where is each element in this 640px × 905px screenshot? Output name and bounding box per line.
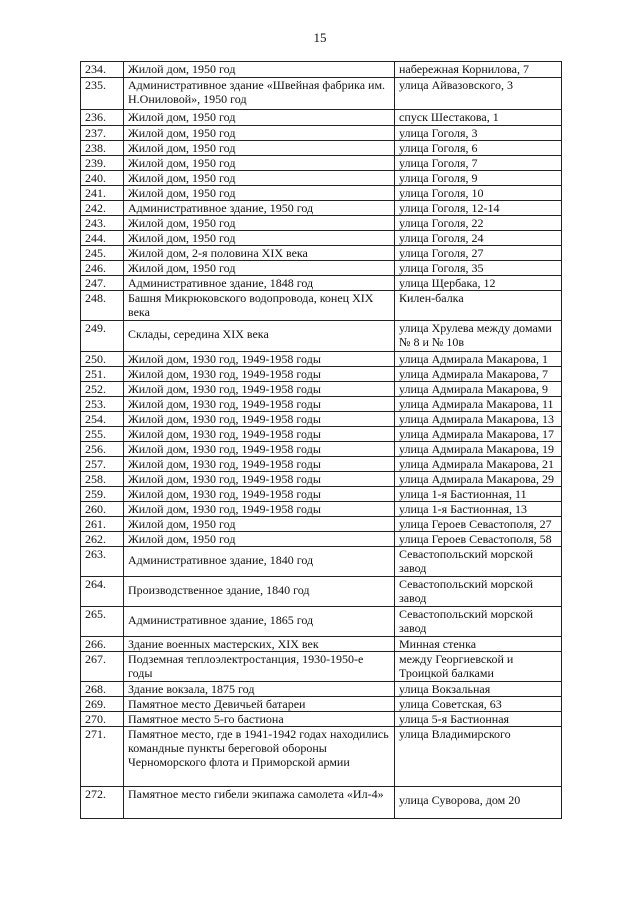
object-address (395, 727, 562, 787)
object-address (395, 201, 562, 216)
object-name-text: Жилой дом, 1930 год, 1949-1958 годы (128, 502, 321, 516)
row-number (81, 62, 124, 78)
object-name-text: Административное здание, 1865 год (128, 613, 314, 627)
row-number (81, 78, 124, 110)
row-number-text: 244. (85, 231, 106, 245)
table-row (81, 427, 562, 442)
object-name (124, 367, 395, 382)
object-address-text: улица Адмирала Макарова, 21 (399, 457, 554, 471)
table-row (81, 141, 562, 156)
row-number (81, 291, 124, 321)
object-address (395, 291, 562, 321)
table-row (81, 261, 562, 276)
row-number-text: 252. (85, 382, 106, 396)
row-number-text: 250. (85, 352, 106, 366)
row-number-text: 265. (85, 607, 106, 621)
object-address (395, 457, 562, 472)
object-address (395, 141, 562, 156)
row-number-text: 271. (85, 727, 106, 741)
object-address-text: улица Советская, 63 (399, 697, 502, 711)
object-address (395, 472, 562, 487)
object-address (395, 231, 562, 246)
object-address (395, 517, 562, 532)
object-name-text: Жилой дом, 1950 год (128, 126, 236, 140)
object-name-text: Производственное здание, 1840 год (128, 583, 310, 597)
table-row (81, 110, 562, 126)
row-number-text: 235. (85, 78, 106, 92)
object-address (395, 697, 562, 712)
row-number (81, 156, 124, 171)
object-address (395, 110, 562, 126)
object-name-text: Памятное место 5-го бастиона (128, 712, 284, 726)
object-name (124, 261, 395, 276)
row-number-text: 247. (85, 276, 106, 290)
row-number (81, 412, 124, 427)
row-number (81, 532, 124, 547)
row-number-text: 254. (85, 412, 106, 426)
row-number (81, 201, 124, 216)
row-number (81, 607, 124, 637)
row-number (81, 577, 124, 607)
object-name (124, 547, 395, 577)
row-number-text: 237. (85, 126, 106, 140)
object-address (395, 171, 562, 186)
object-address-text: Севастопольский морской завод (399, 577, 534, 605)
table-row (81, 62, 562, 78)
object-name-text: Жилой дом, 1950 год (128, 231, 236, 245)
row-number (81, 367, 124, 382)
object-address-text: улица Владимирского (399, 727, 511, 741)
object-address-text: улица Гоголя, 35 (399, 261, 484, 275)
object-name (124, 517, 395, 532)
object-name (124, 126, 395, 141)
object-name-text: Подземная теплоэлектростанция, 1930-1950-е годы (128, 652, 364, 680)
object-address (395, 427, 562, 442)
object-name (124, 787, 395, 819)
object-address (395, 78, 562, 110)
object-address-text: Севастопольский морской завод (399, 607, 534, 635)
object-name (124, 291, 395, 321)
object-address (395, 126, 562, 141)
object-address-text: улица Адмирала Макарова, 19 (399, 442, 554, 456)
object-address-text: улица 1-я Бастионная, 11 (399, 487, 527, 501)
table-row (81, 502, 562, 517)
object-name-text: Жилой дом, 1950 год (128, 532, 236, 546)
row-number-text: 241. (85, 186, 106, 200)
object-address-text: улица Гоголя, 22 (399, 216, 484, 230)
object-address (395, 682, 562, 697)
object-name-text: Памятное место гибели экипажа самолета «Ил-4» (128, 787, 384, 801)
row-number (81, 487, 124, 502)
row-number (81, 261, 124, 276)
object-address-text: Килен-балка (399, 291, 464, 305)
object-name (124, 532, 395, 547)
row-number-text: 253. (85, 397, 106, 411)
object-name-text: Жилой дом, 1930 год, 1949-1958 годы (128, 382, 321, 396)
object-name-text: Жилой дом, 1950 год (128, 110, 236, 124)
object-address (395, 502, 562, 517)
object-name-text: Памятное место Девичьей батареи (128, 697, 306, 711)
object-address (395, 652, 562, 682)
object-name (124, 62, 395, 78)
object-name (124, 397, 395, 412)
object-address (395, 352, 562, 367)
object-name-text: Жилой дом, 1950 год (128, 186, 236, 200)
object-name (124, 110, 395, 126)
object-name-text: Жилой дом, 1930 год, 1949-1958 годы (128, 367, 321, 381)
row-number-text: 255. (85, 427, 106, 441)
table-row (81, 517, 562, 532)
object-name-text: Здание вокзала, 1875 год (128, 682, 255, 696)
object-name (124, 637, 395, 652)
table-row (81, 547, 562, 577)
object-name (124, 171, 395, 186)
object-address-text: улица Щербака, 12 (399, 276, 496, 290)
row-number (81, 727, 124, 787)
object-address (395, 577, 562, 607)
object-name (124, 697, 395, 712)
row-number (81, 472, 124, 487)
table-row (81, 201, 562, 216)
object-address-text: набережная Корнилова, 7 (399, 62, 529, 76)
row-number-text: 260. (85, 502, 106, 516)
object-name-text: Жилой дом, 1950 год (128, 171, 236, 185)
object-address-text: улица Адмирала Макарова, 17 (399, 427, 554, 441)
row-number (81, 427, 124, 442)
object-name (124, 186, 395, 201)
table-row (81, 442, 562, 457)
table-row (81, 367, 562, 382)
row-number-text: 246. (85, 261, 106, 275)
object-name-text: Жилой дом, 1930 год, 1949-1958 годы (128, 352, 321, 366)
table-row (81, 577, 562, 607)
row-number (81, 517, 124, 532)
row-number-text: 270. (85, 712, 106, 726)
object-name-text: Здание военных мастерских, XIX век (128, 637, 319, 651)
object-name (124, 472, 395, 487)
table-row (81, 352, 562, 367)
object-address (395, 246, 562, 261)
object-name (124, 487, 395, 502)
object-address (395, 637, 562, 652)
object-address-text: улица Адмирала Макарова, 9 (399, 382, 548, 396)
object-name-text: Жилой дом, 1950 год (128, 62, 236, 76)
row-number-text: 259. (85, 487, 106, 501)
object-address-text: улица 5-я Бастионная (399, 712, 510, 726)
object-address-text: улица Айвазовского, 3 (399, 78, 513, 92)
row-number (81, 276, 124, 291)
table-row (81, 412, 562, 427)
object-name (124, 321, 395, 352)
object-name (124, 201, 395, 216)
object-name-text: Жилой дом, 1930 год, 1949-1958 годы (128, 412, 321, 426)
object-address-text: улица Гоголя, 3 (399, 126, 478, 140)
row-number-text: 249. (85, 321, 106, 335)
object-address-text: улица Хрулева между домами № 8 и № 10в (399, 321, 552, 349)
object-name-text: Склады, середина XIX века (128, 327, 269, 341)
object-name (124, 156, 395, 171)
object-address-text: улица Адмирала Макарова, 7 (399, 367, 548, 381)
object-name (124, 427, 395, 442)
row-number-text: 264. (85, 577, 106, 591)
table-row (81, 171, 562, 186)
object-name-text: Жилой дом, 1930 год, 1949-1958 годы (128, 397, 321, 411)
row-number-text: 272. (85, 787, 106, 801)
object-name-text: Жилой дом, 1950 год (128, 261, 236, 275)
object-name (124, 216, 395, 231)
row-number (81, 712, 124, 727)
object-address-text: улица Гоголя, 12-14 (399, 201, 500, 215)
row-number-text: 262. (85, 532, 106, 546)
object-name-text: Памятное место, где в 1941-1942 годах находились командные пункты береговой обороны Черноморского флота и Приморской армии (128, 727, 389, 769)
row-number-text: 256. (85, 442, 106, 456)
object-address-text: улица Героев Севастополя, 27 (399, 517, 552, 531)
row-number-text: 257. (85, 457, 106, 471)
table-row (81, 246, 562, 261)
object-name (124, 276, 395, 291)
table-row (81, 787, 562, 819)
object-name-text: Жилой дом, 2-я половина XIX века (128, 246, 308, 260)
object-address (395, 547, 562, 577)
heritage-registry-table (80, 61, 562, 819)
row-number-text: 251. (85, 367, 106, 381)
row-number-text: 236. (85, 110, 106, 124)
object-address (395, 412, 562, 427)
row-number (81, 246, 124, 261)
table-row (81, 78, 562, 110)
row-number (81, 397, 124, 412)
row-number (81, 352, 124, 367)
object-address (395, 382, 562, 397)
row-number-text: 239. (85, 156, 106, 170)
object-address-text: улица Адмирала Макарова, 13 (399, 412, 554, 426)
object-address-text: улица Адмирала Макарова, 11 (399, 397, 554, 411)
table-row (81, 321, 562, 352)
object-name-text: Жилой дом, 1930 год, 1949-1958 годы (128, 442, 321, 456)
object-address-text: Севастопольский морской завод (399, 547, 534, 575)
table-row (81, 231, 562, 246)
object-name-text: Жилой дом, 1950 год (128, 156, 236, 170)
row-number (81, 682, 124, 697)
row-number (81, 186, 124, 201)
row-number-text: 258. (85, 472, 106, 486)
object-name-text: Жилой дом, 1950 год (128, 141, 236, 155)
object-address-text: улица Адмирала Макарова, 1 (399, 352, 548, 366)
object-address (395, 276, 562, 291)
row-number-text: 242. (85, 201, 106, 215)
object-address (395, 787, 562, 819)
row-number-text: 263. (85, 547, 106, 561)
object-name (124, 412, 395, 427)
object-name-text: Жилой дом, 1930 год, 1949-1958 годы (128, 457, 321, 471)
object-address-text: улица Гоголя, 7 (399, 156, 478, 170)
row-number (81, 216, 124, 231)
object-name (124, 141, 395, 156)
object-name-text: Жилой дом, 1930 год, 1949-1958 годы (128, 427, 321, 441)
object-name (124, 78, 395, 110)
object-name-text: Административное здание, 1848 год (128, 276, 314, 290)
table-row (81, 607, 562, 637)
object-address-text: улица Вокзальная (399, 682, 491, 696)
object-address-text: улица Гоголя, 9 (399, 171, 478, 185)
table-row (81, 457, 562, 472)
object-name-text: Административное здание, 1840 год (128, 553, 314, 567)
object-address-text: улица Героев Севастополя, 58 (399, 532, 552, 546)
object-name-text: Жилой дом, 1950 год (128, 517, 236, 531)
object-address-text: улица Суворова, дом 20 (399, 793, 521, 807)
table-row (81, 291, 562, 321)
row-number (81, 141, 124, 156)
row-number-text: 243. (85, 216, 106, 230)
object-address (395, 186, 562, 201)
table-row (81, 276, 562, 291)
object-address-text: улица 1-я Бастионная, 13 (399, 502, 528, 516)
object-name (124, 652, 395, 682)
row-number (81, 502, 124, 517)
row-number-text: 267. (85, 652, 106, 666)
object-name-text: Административное здание «Швейная фабрика им. Н.Ониловой», 1950 год (128, 78, 386, 106)
object-address (395, 532, 562, 547)
object-name-text: Жилой дом, 1950 год (128, 216, 236, 230)
table-row (81, 156, 562, 171)
row-number (81, 787, 124, 819)
object-address (395, 397, 562, 412)
table-row (81, 126, 562, 141)
row-number-text: 238. (85, 141, 106, 155)
row-number (81, 126, 124, 141)
row-number-text: 261. (85, 517, 106, 531)
object-name (124, 442, 395, 457)
row-number-text: 266. (85, 637, 106, 651)
row-number-text: 234. (85, 62, 106, 76)
row-number (81, 652, 124, 682)
table-row (81, 727, 562, 787)
table-row (81, 637, 562, 652)
object-name (124, 457, 395, 472)
object-address-text: улица Гоголя, 10 (399, 186, 484, 200)
object-name (124, 231, 395, 246)
object-address (395, 62, 562, 78)
object-address (395, 156, 562, 171)
table-row (81, 382, 562, 397)
object-address-text: между Георгиевской и Троицкой балками (399, 652, 514, 680)
object-address-text: улица Гоголя, 27 (399, 246, 484, 260)
object-address-text: улица Адмирала Макарова, 29 (399, 472, 554, 486)
object-address (395, 321, 562, 352)
row-number (81, 697, 124, 712)
row-number (81, 110, 124, 126)
row-number-text: 245. (85, 246, 106, 260)
object-address (395, 712, 562, 727)
object-name (124, 712, 395, 727)
table-row (81, 532, 562, 547)
table-row (81, 216, 562, 231)
row-number (81, 171, 124, 186)
object-name (124, 352, 395, 367)
object-address-text: улица Гоголя, 6 (399, 141, 478, 155)
row-number-text: 240. (85, 171, 106, 185)
table-row (81, 397, 562, 412)
object-address (395, 216, 562, 231)
object-name (124, 577, 395, 607)
object-name-text: Административное здание, 1950 год (128, 201, 314, 215)
object-address-text: улица Гоголя, 24 (399, 231, 484, 245)
object-name (124, 246, 395, 261)
object-name (124, 607, 395, 637)
object-address (395, 607, 562, 637)
object-address (395, 442, 562, 457)
row-number (81, 321, 124, 352)
object-name (124, 682, 395, 697)
object-name-text: Башня Микрюковского водопровода, конец XIX века (128, 291, 374, 319)
object-name (124, 382, 395, 397)
row-number-text: 268. (85, 682, 106, 696)
object-name (124, 502, 395, 517)
object-name (124, 727, 395, 787)
table-body (81, 62, 562, 819)
table-row (81, 186, 562, 201)
table-row (81, 682, 562, 697)
row-number (81, 382, 124, 397)
object-address-text: спуск Шестакова, 1 (399, 110, 499, 124)
row-number (81, 637, 124, 652)
row-number (81, 231, 124, 246)
object-name-text: Жилой дом, 1930 год, 1949-1958 годы (128, 487, 321, 501)
object-address (395, 487, 562, 502)
row-number (81, 442, 124, 457)
table-row (81, 652, 562, 682)
table-row (81, 487, 562, 502)
table-row (81, 712, 562, 727)
object-address (395, 261, 562, 276)
row-number (81, 457, 124, 472)
table-row (81, 697, 562, 712)
table-row (81, 472, 562, 487)
object-address-text: Минная стенка (399, 637, 477, 651)
row-number (81, 547, 124, 577)
page-number: 15 (313, 30, 327, 45)
object-address (395, 367, 562, 382)
object-name-text: Жилой дом, 1930 год, 1949-1958 годы (128, 472, 321, 486)
row-number-text: 248. (85, 291, 106, 305)
row-number-text: 269. (85, 697, 106, 711)
